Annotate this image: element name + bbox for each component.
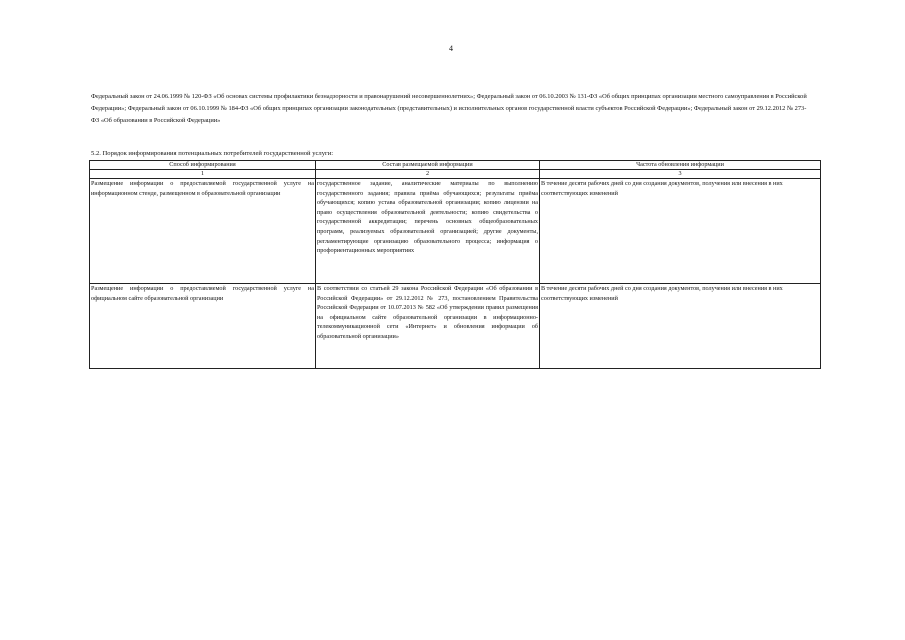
- content-cell: государственное задание, аналитические материалы по выполнению государственного задания; правила приёма обучающихся; результаты приёма обучающихся; копию устава образовательной организации; копию лицензии на право осуществления образовательной деятельности; копию свидетельства о государственной аккредитации; перечень основных общеобразовательных программ, реализуемых образовательной организацией; другие документы, регламентирующие организацию образовательного процесса; информация о профориентационных мероприятиях: [316, 179, 540, 284]
- column-number: 1: [90, 170, 316, 179]
- method-cell: Размещение информации о предоставляемой государственной услуге на официальном сайте образовательной организации: [90, 284, 316, 369]
- table-number-row: [90, 170, 821, 179]
- column-header: Способ информирования: [90, 161, 316, 170]
- content-cell: В соответствии со статьей 29 закона Российской Федерации «Об образовании в Российской Федерации» от 29.12.2012 № 273, постановлением Правительства Российской Федерации от 10.07.2013 № 582 «Об утверждении правил размещения на официальном сайте образовательной организации в информационно-телекоммуникационной сети «Интернет» и обновления информации об образовательной организации»: [316, 284, 540, 369]
- method-cell: Размещение информации о предоставляемой государственной услуге на информационном стенде, размещенном в образовательной организации: [90, 179, 316, 284]
- information-table: [89, 160, 821, 369]
- column-header: Состав размещаемой информации: [316, 161, 540, 170]
- law-references-paragraph: Федеральный закон от 24.06.1999 № 120-ФЗ «Об основах системы профилактики безнадзорности и правонарушений несовершеннолетних»; Федеральный закон от 06.10.2003 № 131-ФЗ «Об общих принципах организации местного самоуправления в Российской Федерации»; Федеральный закон от 06.10.1999 № 184-ФЗ «Об общих принципах организации законодательных (представительных) и исполнительных органов государственной власти субъектов Российской Федерации»; Федеральный закон от 29.12.2012 № 273-ФЗ «Об образовании в Российской Федерации»: [91, 93, 807, 124]
- column-number: 2: [316, 170, 540, 179]
- table-row: [90, 284, 821, 369]
- page-number: 4: [449, 44, 453, 53]
- frequency-cell: В течение десяти рабочих дней со дня создания документов, получения или внесения в них соответствующих изменений: [540, 284, 821, 369]
- column-number: 3: [540, 170, 821, 179]
- column-header: Частота обновления информации: [540, 161, 821, 170]
- section-title: 5.2. Порядок информирования потенциальных потребителей государственной услуги:: [91, 150, 334, 157]
- frequency-cell: В течение десяти рабочих дней со дня создания документов, получения или внесения в них соответствующих изменений: [540, 179, 821, 284]
- table-header-row: [90, 161, 821, 170]
- table-row: [90, 179, 821, 284]
